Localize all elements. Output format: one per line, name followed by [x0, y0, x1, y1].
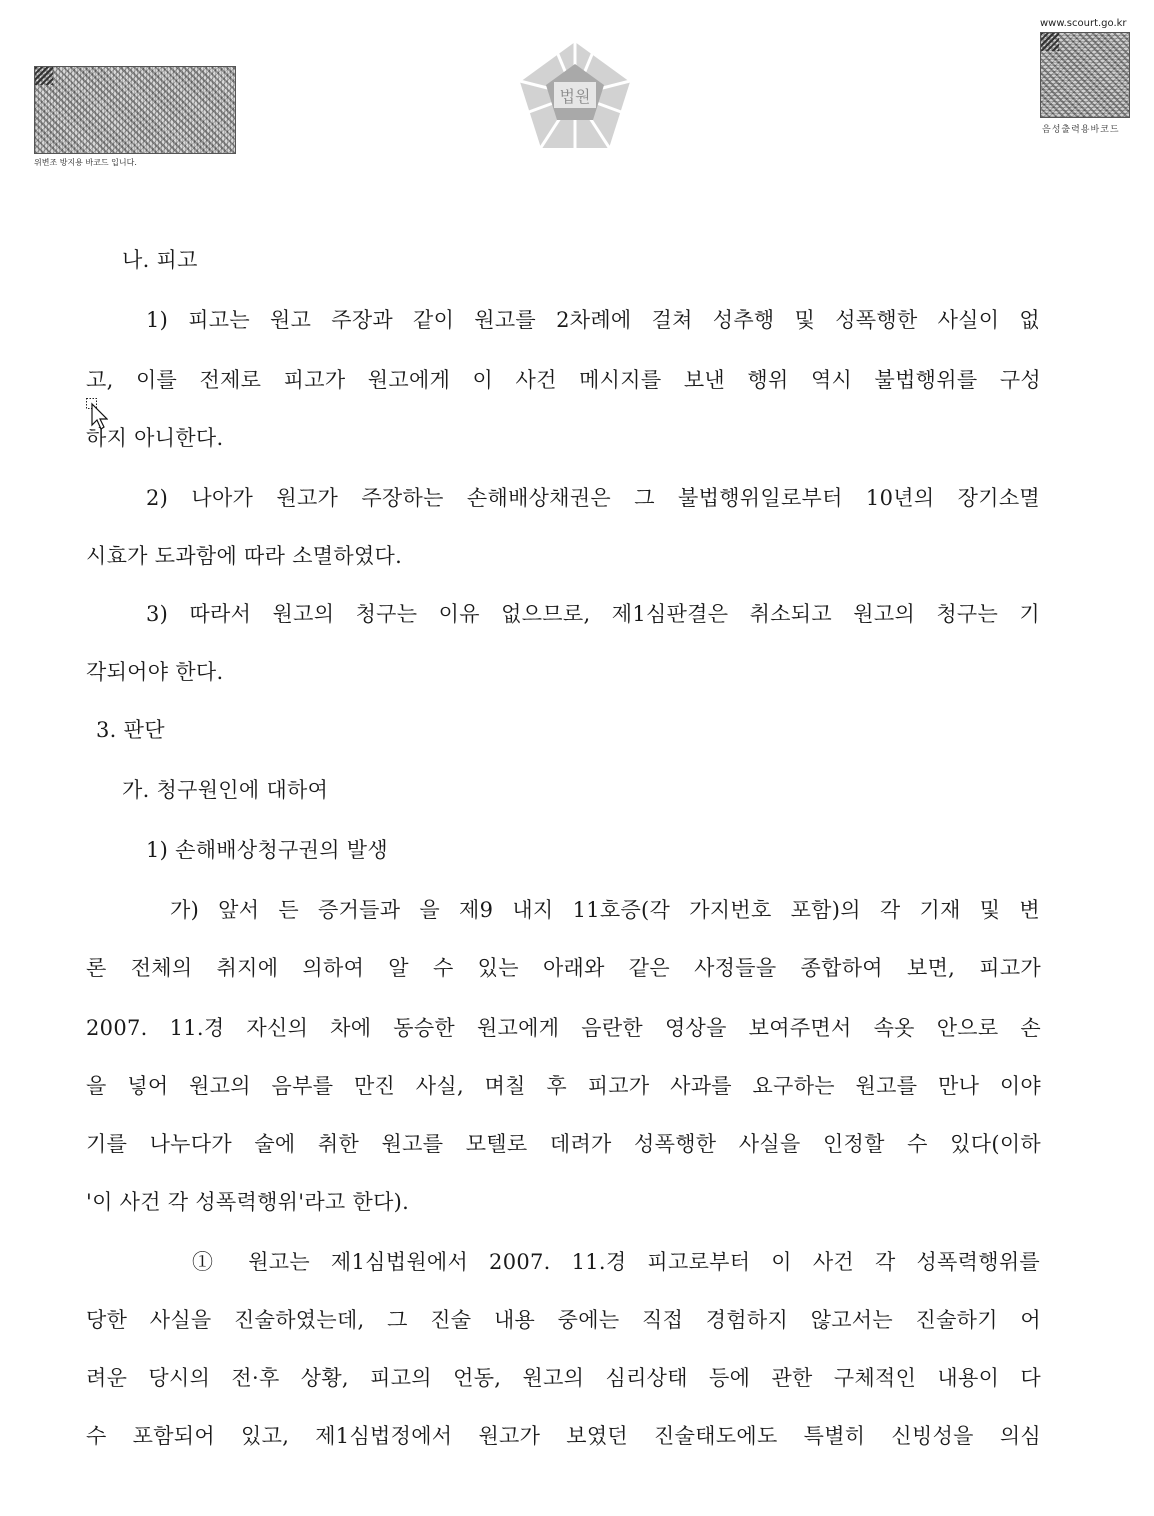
court-website-url: www.scourt.go.kr [1040, 18, 1127, 29]
paragraph-line: '이 사건 각 성폭력행위'라고 한다). [86, 1190, 410, 1214]
barcode-corner-mark-icon [35, 67, 53, 85]
paragraph-line: 각되어야 한다. [86, 660, 224, 684]
paragraph-line: 을 넣어 원고의 음부를 만진 사실, 며칠 후 피고가 사과를 요구하는 원고를 만나 이야 [86, 1074, 1041, 1098]
paragraph-line: 2007. 11.경 자신의 차에 동승한 원고에게 음란한 영상을 보여주면서 속옷 안으로 손 [86, 1016, 1041, 1040]
anti-forgery-barcode [34, 66, 236, 154]
subsection-heading-damages-claim: 1) 손해배상청구권의 발생 [146, 838, 388, 862]
paragraph-line: 시효가 도과함에 따라 소멸하였다. [86, 544, 403, 568]
paragraph-line: 가) 앞서 든 증거들과 을 제9 내지 11호증(각 가지번호 포함)의 각 기재 및 변 [170, 898, 1040, 922]
paragraph-line: 론 전체의 취지에 의하여 알 수 있는 아래와 같은 사정들을 종합하여 보면, 피고가 [86, 956, 1041, 980]
section-heading-judgment: 3. 판단 [96, 718, 165, 742]
section-heading-defendant: 나. 피고 [122, 248, 198, 272]
paragraph-line: 3) 따라서 원고의 청구는 이유 없으므로, 제1심판결은 취소되고 원고의 청구는 기 [146, 602, 1040, 626]
paragraph-line: 하지 아니한다. [86, 426, 224, 450]
subsection-heading-claim-cause: 가. 청구원인에 대하여 [122, 778, 329, 802]
svg-text:법원: 법원 [559, 87, 591, 106]
voice-output-barcode-caption: 음성출력용바코드 [1042, 125, 1120, 135]
paragraph-line: 고, 이를 전제로 피고가 원고에게 이 사건 메시지를 보낸 행위 역시 불법행위를 구성 [86, 368, 1041, 392]
paragraph-line: ① 원고는 제1심법원에서 2007. 11.경 피고로부터 이 사건 각 성폭력행위를 [192, 1250, 1040, 1274]
paragraph-line: 2) 나아가 원고가 주장하는 손해배상채권은 그 불법행위일로부터 10년의 장기소멸 [146, 486, 1040, 510]
paragraph-line: 려운 당시의 전·후 상황, 피고의 언동, 원고의 심리상태 등에 관한 구체적인 내용이 다 [86, 1366, 1041, 1390]
anti-forgery-barcode-caption: 위변조 방지용 바코드 입니다. [34, 158, 137, 167]
voice-output-barcode [1040, 32, 1130, 118]
paragraph-line: 1) 피고는 원고 주장과 같이 원고를 2차례에 걸쳐 성추행 및 성폭행한 사실이 없 [146, 308, 1040, 332]
paragraph-line: 당한 사실을 진술하였는데, 그 진술 내용 중에는 직접 경험하지 않고서는 진술하기 어 [86, 1308, 1041, 1332]
court-emblem-icon [512, 36, 638, 154]
barcode-corner-mark-icon [1041, 33, 1059, 51]
paragraph-line: 기를 나누다가 술에 취한 원고를 모텔로 데려가 성폭행한 사실을 인정할 수 있다(이하 [86, 1132, 1041, 1156]
mouse-cursor-icon [86, 398, 108, 432]
paragraph-line: 수 포함되어 있고, 제1심법정에서 원고가 보였던 진술태도에도 특별히 신빙성을 의심 [86, 1424, 1041, 1448]
